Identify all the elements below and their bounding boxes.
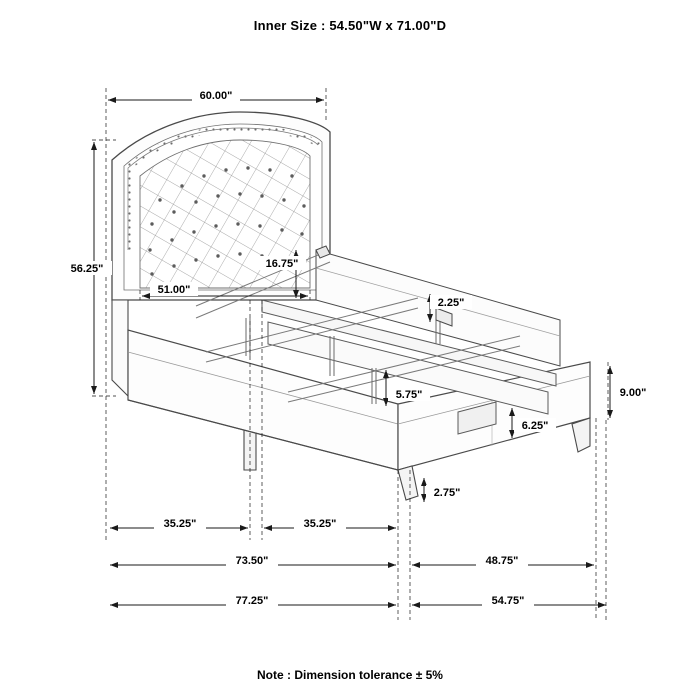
dimension-width-top: [108, 88, 324, 102]
dimension-label-35-25-left: 35.25": [163, 518, 197, 530]
dimension-depth-upper: [412, 553, 594, 567]
dimension-length-upper: [110, 553, 396, 567]
dimension-length-lower: [110, 593, 396, 607]
dimension-depth-lower: [412, 593, 606, 607]
dimension-footboard-height: [610, 366, 654, 418]
dimension-label-60: 60.00": [199, 90, 233, 102]
dimension-label-9: 9.00": [619, 387, 647, 399]
dimension-label-51: 51.00": [157, 284, 191, 296]
tolerance-note: Note : Dimension tolerance ± 5%: [257, 668, 443, 682]
headboard: [112, 112, 330, 300]
dimension-label-2-75: 2.75": [433, 487, 461, 499]
dimension-leg-clearance: [424, 478, 468, 502]
dimension-label-5-75: 5.75": [395, 389, 423, 401]
dimension-label-56-25: 56.25": [70, 263, 104, 275]
dimension-segment-right: [264, 516, 396, 530]
dimension-label-16-75: 16.75": [265, 258, 299, 270]
dimension-segment-left: [110, 516, 248, 530]
dimension-label-54-75: 54.75": [491, 595, 525, 607]
dimension-label-6-25: 6.25": [521, 420, 549, 432]
dimension-label-2-25: 2.25": [437, 297, 465, 309]
dimension-overall-height: [62, 142, 112, 394]
dimension-label-77-25: 77.25": [235, 595, 269, 607]
dimension-label-48-75: 48.75": [485, 555, 519, 567]
dimension-label-73-5: 73.50": [235, 555, 269, 567]
dimension-label-35-25-right: 35.25": [303, 518, 337, 530]
page-title: Inner Size : 54.50"W x 71.00"D: [253, 18, 447, 33]
bed-illustration: [112, 112, 590, 500]
